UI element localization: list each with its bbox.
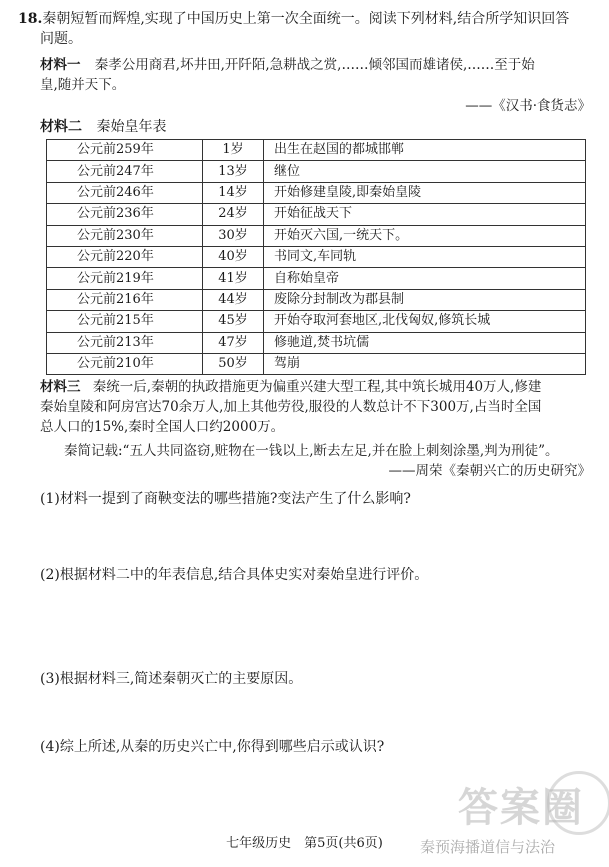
table-row [47,225,586,246]
event-cell: 驾崩 [264,353,586,374]
event-cell: 开始夺取河套地区,北伐匈奴,修筑长城 [264,311,586,332]
subquestion-1: (1)材料一提到了商鞅变法的哪些措施?变法产生了什么影响? [40,491,411,507]
event-cell: 继位 [264,161,586,182]
table-row [47,182,586,203]
event-cell: 开始灭六国,一统天下。 [264,225,586,246]
table-row [47,161,586,182]
table-row [47,289,586,310]
year-cell: 公元前259年 [47,140,203,161]
table-row [47,268,586,289]
subquestion-4: (4)综上所述,从秦的历史兴亡中,你得到哪些启示或认识? [40,739,385,755]
event-cell: 自称始皇帝 [264,268,586,289]
age-cell: 1岁 [203,140,264,161]
material3-line2: 秦始皇陵和阿房宫达70余万人,加上其他劳役,服役的人数总计不下300万,占当时全国 [40,399,542,415]
table-row [47,353,586,374]
year-cell: 公元前246年 [47,182,203,203]
age-cell: 14岁 [203,182,264,203]
material3-line3: 总人口的15%,秦时全国人口约2000万。 [40,419,285,435]
year-cell: 公元前213年 [47,332,203,353]
watermark-caption: 秦预海播道信与法治 [420,838,556,856]
material3-label: 材料三 [40,379,81,395]
age-cell: 50岁 [203,353,264,374]
table-row [47,311,586,332]
event-cell: 废除分封制改为郡县制 [264,289,586,310]
event-cell: 开始征战天下 [264,204,586,225]
material1-label: 材料一 [40,57,81,73]
age-cell: 45岁 [203,311,264,332]
table-row [47,140,586,161]
age-cell: 40岁 [203,246,264,267]
question-stem-line1 [18,10,569,28]
question-number: 18. [18,11,43,27]
material3-text1: 秦统一后,秦朝的执政措施更为偏重兴建大型工程,其中筑长城用40万人,修建 [92,379,542,395]
page-footer: 七年级历史 第5页(共6页) [226,836,383,851]
event-cell: 开始修建皇陵,即秦始皇陵 [264,182,586,203]
age-cell: 47岁 [203,332,264,353]
question-stem-line2: 问题。 [40,31,82,47]
year-cell: 公元前210年 [47,353,203,374]
subquestion-3: (3)根据材料三,简述秦朝灭亡的主要原因。 [40,671,303,687]
year-cell: 公元前220年 [47,246,203,267]
material1-line2: 皇,随并天下。 [40,77,126,93]
year-cell: 公元前216年 [47,289,203,310]
event-cell: 书同文,车同轨 [264,246,586,267]
age-cell: 13岁 [203,161,264,182]
material3-line1 [40,378,541,396]
material2-title: 秦始皇年表 [96,119,167,135]
age-cell: 24岁 [203,204,264,225]
event-cell: 修驰道,焚书坑儒 [264,332,586,353]
year-cell: 公元前247年 [47,161,203,182]
material2-label: 材料二 [40,119,82,135]
watermark-logo: 答案圈 [458,785,584,831]
material1-source: ——《汉书·食货志》 [465,98,591,114]
subquestion-2: (2)根据材料二中的年表信息,结合具体史实对秦始皇进行评价。 [40,567,429,583]
material3-source: ——周荣《秦朝兴亡的历史研究》 [388,463,591,479]
material2-heading [40,118,166,136]
material1-line1 [40,56,535,74]
question-stem-text: 秦朝短暂而辉煌,实现了中国历史上第一次全面统一。阅读下列材料,结合所学知识回答 [42,11,570,27]
event-cell: 出生在赵国的都城邯郸 [264,140,586,161]
year-cell: 公元前230年 [47,225,203,246]
age-cell: 41岁 [203,268,264,289]
year-cell: 公元前236年 [47,204,203,225]
year-cell: 公元前219年 [47,268,203,289]
table-row [47,246,586,267]
timeline-table [46,139,586,375]
material1-text1: 秦孝公用商君,坏井田,开阡陌,急耕战之赏,……倾邻国而雄诸侯,……至于始 [94,57,535,73]
table-row [47,204,586,225]
table-row [47,332,586,353]
age-cell: 44岁 [203,289,264,310]
material3-line4: 秦简记载:“五人共同盗窃,赃物在一钱以上,断去左足,并在脸上刺刻涂墨,判为刑徒”。 [64,443,559,459]
age-cell: 30岁 [203,225,264,246]
year-cell: 公元前215年 [47,311,203,332]
